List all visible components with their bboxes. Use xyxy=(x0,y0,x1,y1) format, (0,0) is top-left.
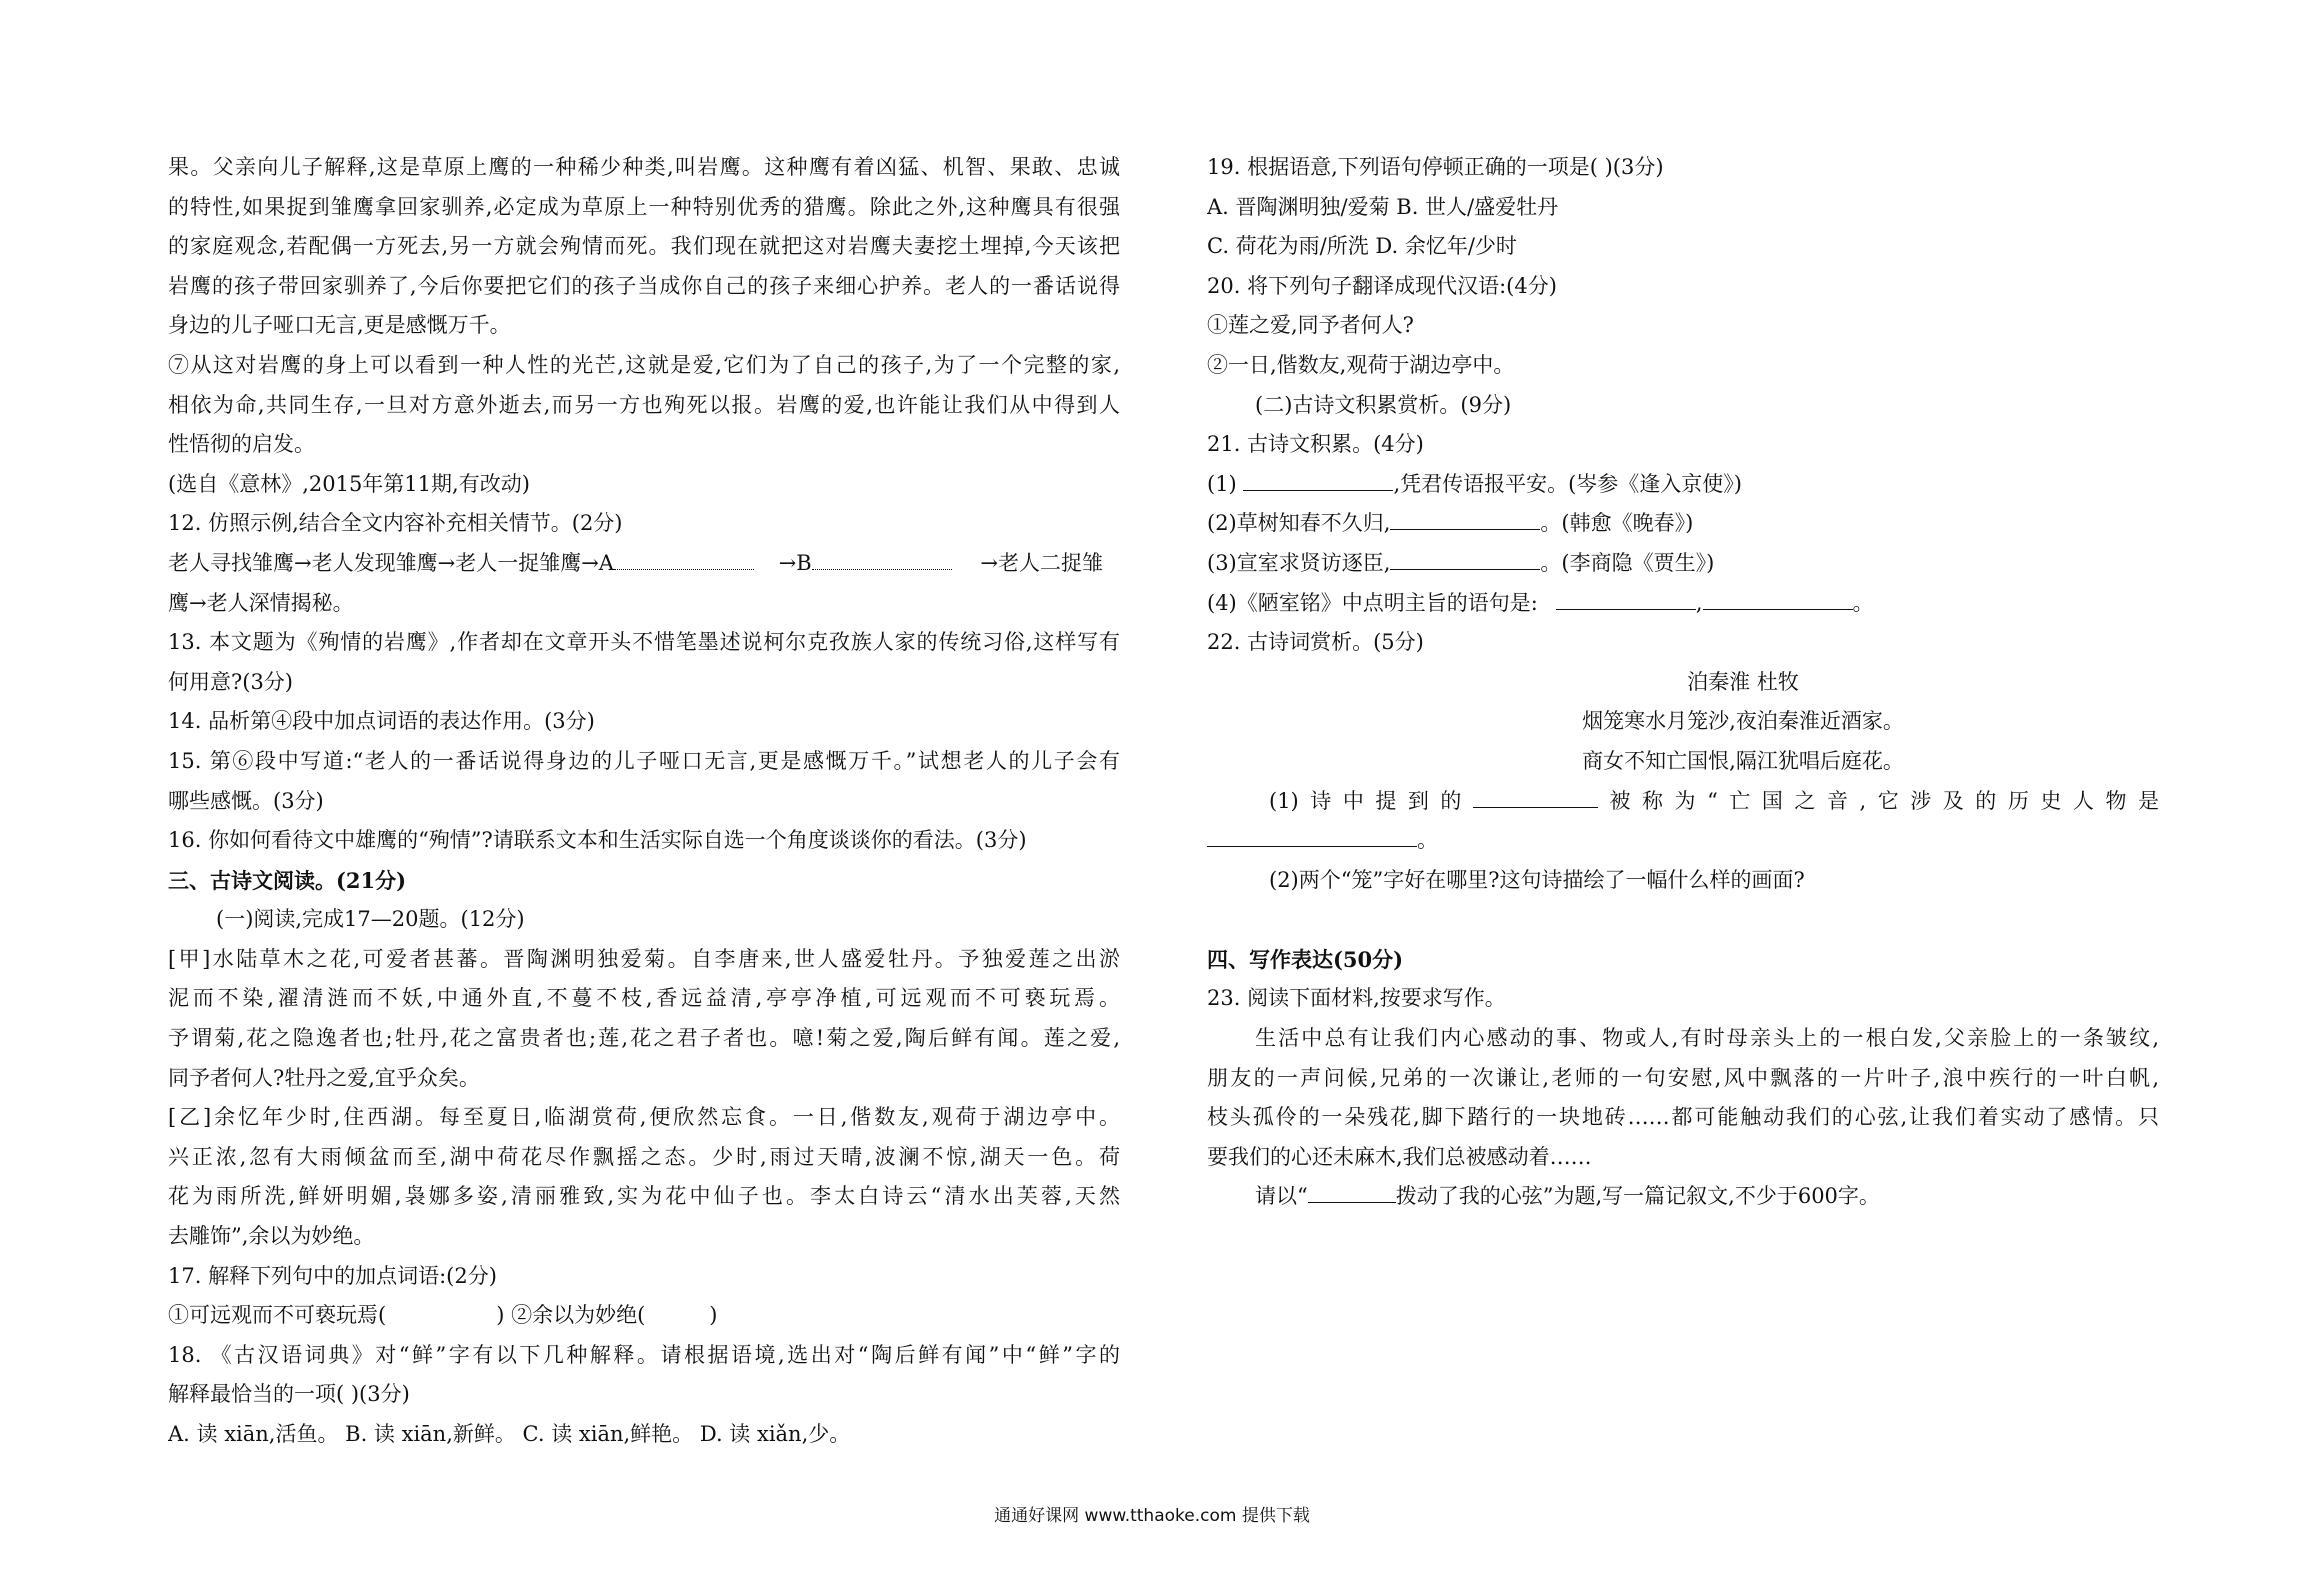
q23-material: 要我们的心还未麻木,我们总被感动着…… xyxy=(1207,1144,1592,1169)
right-column xyxy=(1207,148,2159,1217)
passage-yi: 去雕饰”,余以为妙绝。 xyxy=(168,1224,375,1249)
q18-options: A. 读 xiān,活鱼。 B. 读 xiān,新鲜。 C. 读 xiān,鲜艳。 D. 读 xiǎn,少。 xyxy=(168,1422,851,1446)
q22-text: 被称为“亡国之音,它涉及的历史人物是 xyxy=(1597,788,2159,813)
q23-material: 朋友的一声问候,兄弟的一次谦让,老师的一句安慰,风中飘落的一片叶子,浪中疾行的一叶白帆, xyxy=(1207,1065,2159,1090)
section-3-heading: 三、古诗文阅读。(21分) xyxy=(168,867,407,893)
fill-blank xyxy=(1473,785,1598,808)
question-18: 18. 《古汉语词典》对“鲜”字有以下几种解释。请根据语境,选出对“陶后鲜有闻”中“鲜”字的 xyxy=(168,1342,1120,1367)
q17-item-c: ) xyxy=(709,1303,718,1328)
passage-yi: [乙]余忆年少时,住西湖。每至夏日,临湖赏荷,便欣然忘食。一日,偕数友,观荷于湖边亭中。 xyxy=(168,1105,1120,1130)
q22-item-2: (2)两个“笼”字好在哪里?这句诗描绘了一幅什么样的画面? xyxy=(1269,867,1805,892)
text-line: 相依为命,共同生存,一旦对方意外逝去,而另一方也殉死以报。岩鹰的爱,也许能让我们从中得到人 xyxy=(168,392,1120,417)
q17-item-b: ) ②余以为妙绝( xyxy=(496,1303,646,1328)
text-line: 解释最恰当的一项( )(3分) xyxy=(168,1382,410,1407)
q21-text: 。(李商隐《贾生》) xyxy=(1540,550,1715,575)
q22-text: 。 xyxy=(1417,828,1438,853)
passage-jia: [甲]水陆草木之花,可爱者甚蕃。晋陶渊明独爱菊。自李唐来,世人盛爱牡丹。予独爱莲之出淤 xyxy=(168,946,1120,971)
question-16: 16. 你如何看待文中雄鹰的“殉情”?请联系文本和生活实际自选一个角度谈谈你的看法。(3分) xyxy=(168,828,1027,853)
q12-blank-a xyxy=(614,547,754,570)
fill-blank xyxy=(1207,824,1417,847)
text-line: 哪些感慨。(3分) xyxy=(168,788,324,813)
section-4-heading: 四、写作表达(50分) xyxy=(1207,946,1404,972)
text-line: 岩鹰的孩子带回家驯养了,今后你要把它们的孩子当成你自己的孩子来细心护养。老人的一番话说得 xyxy=(168,273,1120,298)
question-17: 17. 解释下列句中的加点词语:(2分) xyxy=(168,1263,497,1288)
q21-item-2 xyxy=(1207,504,2159,544)
passage-yi: 兴正浓,忽有大雨倾盆而至,湖中荷花尽作飘摇之态。少时,雨过天晴,波澜不惊,湖天一色。荷 xyxy=(168,1144,1120,1169)
question-21: 21. 古诗文积累。(4分) xyxy=(1207,432,1424,457)
q17-item-a: ①可远观而不可亵玩焉( xyxy=(168,1303,387,1328)
question-12: 12. 仿照示例,结合全文内容补充相关情节。(2分) xyxy=(168,511,623,536)
poem-line: 商女不知亡国恨,隔江犹唱后庭花。 xyxy=(1582,748,1904,773)
q22-text: (1)诗中提到的 xyxy=(1269,788,1473,813)
footer-credit: 通通好课网 www.tthaoke.com 提供下载 xyxy=(994,1506,1310,1526)
text-line: 果。父亲向儿子解释,这是草原上鹰的一种稀少种类,叫岩鹰。这种鹰有着凶猛、机智、果敢、忠诚 xyxy=(168,155,1120,179)
subsection-heading: (二)古诗文积累赏析。(9分) xyxy=(1255,392,1512,417)
q21-label: (1) xyxy=(1207,471,1237,496)
source-note: (选自《意林》,2015年第11期,有改动) xyxy=(168,471,530,496)
text-line: 的家庭观念,若配偶一方死去,另一方就会殉情而死。我们现在就把这对岩鹰夫妻挖土埋掉,今天该把 xyxy=(168,234,1120,259)
q20-item: ②一日,偕数友,观荷于湖边亭中。 xyxy=(1207,352,1515,377)
text-line: 的特性,如果捉到雏鹰拿回家驯养,必定成为草原上一种特别优秀的猎鹰。除此之外,这种鹰具有很强 xyxy=(168,194,1120,219)
fill-blank xyxy=(1556,587,1696,610)
passage-yi: 花为雨所洗,鲜妍明媚,袅娜多姿,清丽雅致,实为花中仙子也。李太白诗云“清水出芙蓉,天然 xyxy=(168,1184,1120,1209)
q23-task xyxy=(1207,1177,2159,1217)
passage-jia: 同予者何人?牡丹之爱,宜乎众矣。 xyxy=(168,1065,480,1090)
text-line: ⑦从这对岩鹰的身上可以看到一种人性的光芒,这就是爱,它们为了自己的孩子,为了一个完整的家, xyxy=(168,352,1120,377)
text-line: 性悟彻的启发。 xyxy=(168,432,315,457)
question-19: 19. 根据语意,下列语句停顿正确的一项是( )(3分) xyxy=(1207,155,1664,179)
q23-material: 生活中总有让我们内心感动的事、物或人,有时母亲头上的一根白发,父亲脸上的一条皱纹, xyxy=(1255,1026,2159,1051)
q17-items xyxy=(168,1296,1120,1336)
fill-blank xyxy=(1390,507,1540,530)
q23-text: 拨动了我的心弦”为题,写一篇记叙文,不少于600字。 xyxy=(1395,1184,1880,1209)
q12-mid: →B xyxy=(778,550,812,575)
left-column xyxy=(168,148,1120,1455)
poem-title: 泊秦淮 杜牧 xyxy=(1687,669,1799,694)
q12-suffix: →老人二捉雏 xyxy=(980,550,1103,575)
q23-material: 枝头孤伶的一朵残花,脚下踏行的一块地砖……都可能触动我们的心弦,让我们着实动了感情。只 xyxy=(1207,1105,2159,1130)
text-line: 身边的儿子哑口无言,更是感慨万千。 xyxy=(168,313,511,338)
q21-text: , xyxy=(1695,590,1703,615)
question-15: 15. 第⑥段中写道:“老人的一番话说得身边的儿子哑口无言,更是感慨万千。”试想老人的儿子会有 xyxy=(168,748,1120,773)
question-23: 23. 阅读下面材料,按要求写作。 xyxy=(1207,986,1506,1011)
question-22: 22. 古诗词赏析。(5分) xyxy=(1207,630,1424,655)
fill-blank xyxy=(1308,1180,1396,1203)
q21-text: 。 xyxy=(1852,590,1874,615)
q12-prefix: 老人寻找雏鹰→老人发现雏鹰→老人一捉雏鹰→A xyxy=(168,550,614,575)
q21-text: 。(韩愈《晚春》) xyxy=(1540,511,1694,536)
text-line: 鹰→老人深情揭秘。 xyxy=(168,590,354,615)
text-line: 何用意?(3分) xyxy=(168,669,294,694)
q21-item-1 xyxy=(1207,465,2159,505)
fill-blank xyxy=(1703,587,1853,610)
q21-text: (4)《陋室铭》中点明主旨的语句是: xyxy=(1207,590,1538,615)
fill-blank xyxy=(1390,547,1540,570)
q21-text: ,凭君传语报平安。(岑参《逢入京使》) xyxy=(1393,471,1742,496)
q21-item-3 xyxy=(1207,544,2159,584)
q21-text: (3)宣室求贤访逐臣, xyxy=(1207,550,1391,575)
q12-chain xyxy=(168,544,1120,584)
q19-options: A. 晋陶渊明独/爱菊 B. 世人/盛爱牡丹 xyxy=(1207,194,1559,219)
q19-options: C. 荷花为雨/所洗 D. 余忆年/少时 xyxy=(1207,234,1517,259)
q22-item-1 xyxy=(1207,782,2159,822)
q21-item-4 xyxy=(1207,584,2159,624)
spacer xyxy=(1207,900,2159,940)
poem-line: 烟笼寒水月笼沙,夜泊秦淮近酒家。 xyxy=(1582,709,1904,734)
passage-jia: 予谓菊,花之隐逸者也;牡丹,花之富贵者也;莲,花之君子者也。噫!菊之爱,陶后鲜有闻。莲之爱, xyxy=(168,1026,1120,1051)
question-14: 14. 品析第④段中加点词语的表达作用。(3分) xyxy=(168,709,595,734)
fill-blank xyxy=(1243,468,1393,491)
question-13: 13. 本文题为《殉情的岩鹰》,作者却在文章开头不惜笔墨述说柯尔克孜族人家的传统习俗,这样写有 xyxy=(168,630,1120,655)
q12-blank-b xyxy=(812,547,952,570)
passage-jia: 泥而不染,濯清涟而不妖,中通外直,不蔓不枝,香远益清,亭亭净植,可远观而不可亵玩焉。 xyxy=(168,986,1120,1011)
q22-item-1-cont xyxy=(1207,821,2159,861)
subsection-heading: (一)阅读,完成17—20题。(12分) xyxy=(216,907,525,932)
q20-item: ①莲之爱,同予者何人? xyxy=(1207,313,1414,338)
q23-text: 请以“ xyxy=(1255,1184,1308,1209)
q21-text: (2)草树知春不久归, xyxy=(1207,511,1391,536)
question-20: 20. 将下列句子翻译成现代汉语:(4分) xyxy=(1207,273,1557,298)
